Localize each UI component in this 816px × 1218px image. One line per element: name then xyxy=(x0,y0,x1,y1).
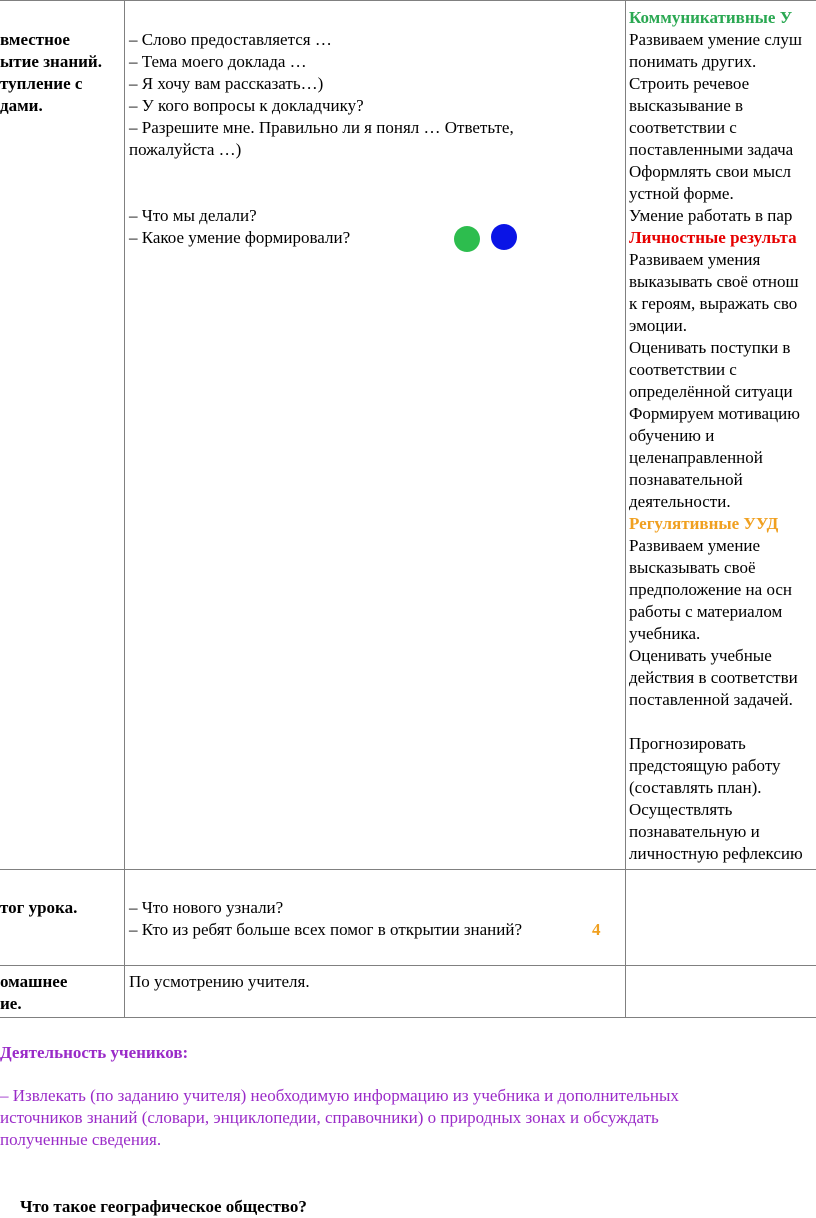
activity-line: полученные сведения. xyxy=(0,1130,162,1149)
student-activity-heading: Деятельность учеников: xyxy=(0,1043,189,1062)
uud-line: эмоции. xyxy=(629,316,687,335)
teacher-cell-discovery xyxy=(129,29,514,249)
teacher-line: – Что мы делали? xyxy=(129,206,257,225)
stage-cell-summary xyxy=(0,897,77,919)
uud-line: (составлять план). xyxy=(629,778,762,797)
stage-line: вместное xyxy=(0,30,70,49)
row-divider-2 xyxy=(0,965,816,966)
geographic-society-question: Что такое географическое общество? xyxy=(20,1197,307,1216)
stage-line: омашнее xyxy=(0,972,68,991)
uud-line: поставленными задача xyxy=(629,140,794,159)
uud-line: Осуществлять xyxy=(629,800,733,819)
teacher-line: По усмотрению учителя. xyxy=(129,972,310,991)
uud-line: познавательную и xyxy=(629,822,760,841)
blue-circle-marker xyxy=(491,224,517,250)
uud-line: устной форме. xyxy=(629,184,734,203)
uud-line: определённой ситуаци xyxy=(629,382,793,401)
personal-results-heading: Личностные результа xyxy=(629,228,797,247)
uud-line: Прогнозировать xyxy=(629,734,746,753)
uud-line: целенаправленной xyxy=(629,448,763,467)
uud-line: понимать других. xyxy=(629,52,757,71)
teacher-line: – Что нового узнали? xyxy=(129,898,284,917)
stage-line: ие. xyxy=(0,994,22,1013)
uud-line: предположение на осн xyxy=(629,580,793,599)
uud-line: обучению и xyxy=(629,426,715,445)
uud-line: поставленной задачей. xyxy=(629,690,793,709)
uud-line: Развиваем умение xyxy=(629,536,761,555)
student-activity-text xyxy=(0,1085,679,1151)
teacher-line: – Слово предоставляется … xyxy=(129,30,332,49)
uud-line: работы с материалом xyxy=(629,602,783,621)
uud-cell xyxy=(629,7,803,865)
uud-line: Строить речевое xyxy=(629,74,750,93)
teacher-line: – Кто из ребят больше всех помог в открытии знаний? xyxy=(129,920,523,939)
teacher-line: – Разрешите мне. Правильно ли я понял … Ответьте, xyxy=(129,118,514,137)
communicative-uud-heading: Коммуникативные У xyxy=(629,8,793,27)
teacher-cell-homework xyxy=(129,971,310,993)
activity-line: источников знаний (словари, энциклопедии, справочники) о природных зонах и обсуждать xyxy=(0,1108,659,1127)
uud-line: действия в соответстви xyxy=(629,668,798,687)
uud-line: предстоящую работу xyxy=(629,756,781,775)
stage-line: тупление с xyxy=(0,74,83,93)
column-divider-2 xyxy=(625,0,626,1018)
uud-line: познавательной xyxy=(629,470,743,489)
stage-cell-discovery xyxy=(0,29,102,117)
stage-line: дами. xyxy=(0,96,43,115)
uud-line: соответствии с xyxy=(629,118,737,137)
uud-line: личностную рефлексию xyxy=(629,844,803,863)
teacher-line: – Я хочу вам рассказать…) xyxy=(129,74,324,93)
stage-cell-homework xyxy=(0,971,67,1015)
activity-line: – Извлекать (по заданию учителя) необходимую информацию из учебника и дополнительных xyxy=(0,1086,679,1105)
uud-line: Формируем мотивацию xyxy=(629,404,800,423)
uud-line: деятельности. xyxy=(629,492,731,511)
green-circle-marker xyxy=(454,226,480,252)
uud-line: учебника. xyxy=(629,624,701,643)
uud-line: Умение работать в пар xyxy=(629,206,793,225)
teacher-cell-summary xyxy=(129,897,522,941)
column-divider-1 xyxy=(124,0,125,1018)
uud-line: Развиваем умения xyxy=(629,250,761,269)
uud-line: Оценивать учебные xyxy=(629,646,772,665)
uud-line: Оценивать поступки в xyxy=(629,338,791,357)
row-divider-1 xyxy=(0,869,816,870)
teacher-line: – Какое умение формировали? xyxy=(129,228,351,247)
uud-line: высказывание в xyxy=(629,96,744,115)
teacher-line: – У кого вопросы к докладчику? xyxy=(129,96,364,115)
table-border-top xyxy=(0,0,816,1)
uud-line: Развиваем умение слуш xyxy=(629,30,802,49)
regulatory-uud-heading: Регулятивные УУД xyxy=(629,514,779,533)
uud-line: соответствии с xyxy=(629,360,737,379)
slide-number-badge: 4 xyxy=(592,920,601,939)
stage-line: ытие знаний. xyxy=(0,52,102,71)
teacher-line: – Тема моего доклада … xyxy=(129,52,307,71)
uud-line: Оформлять свои мысл xyxy=(629,162,792,181)
table-border-bottom xyxy=(0,1017,816,1018)
teacher-line: пожалуйста …) xyxy=(129,140,242,159)
stage-line: тог урока. xyxy=(0,898,78,917)
uud-line: высказывать своё xyxy=(629,558,756,577)
uud-line: выказывать своё отнош xyxy=(629,272,799,291)
uud-line: к героям, выражать сво xyxy=(629,294,798,313)
